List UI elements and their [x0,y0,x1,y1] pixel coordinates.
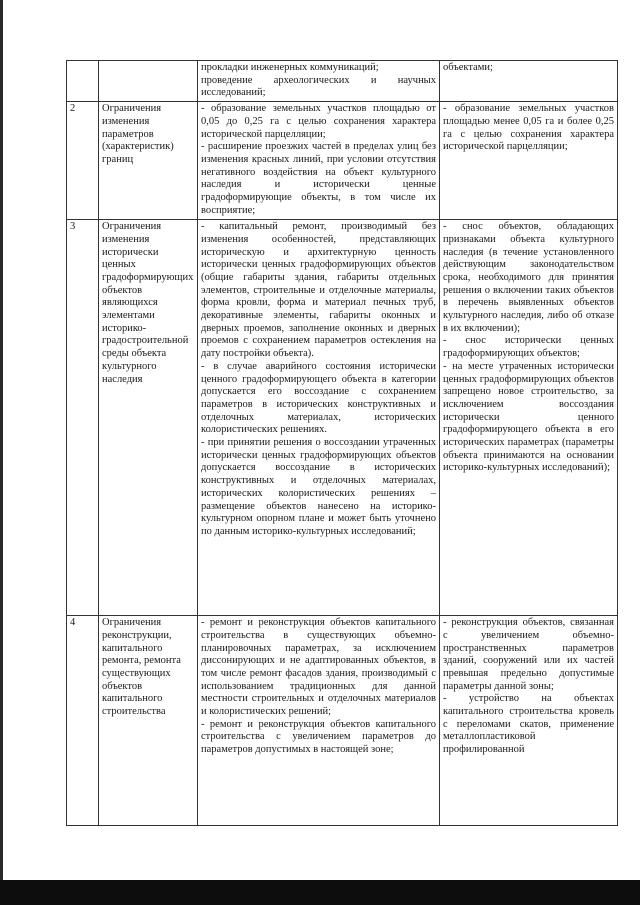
requirement-text: - капитальный ремонт, производимый без изменения особенностей, представляющих историческую и архитектурную ценность исторически ценных градоформирующих объектов (общие габариты здания, габариты отдельных элементов, строительные и отделочные материалы, форма кровли, форма и материал печных труб, декоративные элементы, габариты оконных и дверных проемов, заполнение оконных и дверных проемов с сохранением параметров остекления на дату постройки объекта). [201,221,436,360]
criterion-cell [99,616,198,826]
prohibitions-cell [440,220,618,616]
requirement-text: прокладки инженерных коммуникаций; [201,62,379,73]
requirements-cell [198,102,440,220]
criterion-cell [99,102,198,220]
table-row-2 [67,102,618,220]
row-number: 4 [67,616,99,826]
prohibitions-cell [440,616,618,826]
row-number [67,61,99,102]
prohibitions-cell [440,61,618,102]
criterion-text: Ограничения изменения параметров (характеристик) границ [102,103,174,165]
requirements-cell [198,220,440,616]
requirement-text: - образование земельных участков площадью от 0,05 до 0,25 га с целью сохранения характера исторической парцелляции; [201,103,436,140]
prohibition-text: - снос исторически ценных градоформирующих объектов; [443,335,614,360]
requirements-cell [198,61,440,102]
requirement-text: - ремонт и реконструкция объектов капитального строительства с увеличением параметров до параметров допустимых в настоящей зоне; [201,718,436,756]
table-row-4 [67,616,618,826]
criterion-text: Ограничения изменения исторически ценных градоформирующих объектов являющихся элементами историко-градостроительной среды объекта культурного наследия [102,221,194,385]
requirement-text: проведение археологических и научных исследований; [201,74,436,99]
row-number: 3 [67,220,99,616]
requirements-cell [198,616,440,826]
table-row-3 [67,220,618,616]
prohibition-text: - образование земельных участков площадью менее 0,05 га и более 0,25 га с целью сохранения характера исторической парцелляции; [443,103,614,153]
prohibition-text: - реконструкция объектов, связанная с увеличением объемно-пространственных параметров зданий, сооружений или их частей превышая предельно допустимые параметры данной зоны; [443,617,614,692]
prohibition-text: - на месте утраченных исторически ценных градоформирующих объектов запрещено новое строительство, за исключением воссоздания исторически ценного градоформирующего объекта в его исторических параметрах (параметры объекта принимаются на основании историко-культурных исследований); [443,360,614,474]
prohibitions-cell [440,102,618,220]
scan-left-edge [0,0,3,905]
requirement-text: - ремонт и реконструкция объектов капитального строительства в существующих объемно-планировочных параметрах, за исключением диссонирующих и не адаптированных объектов, в том числе ремонт фасадов здания, производимый с использованием традиционных для данной местности строительных и отделочных материалов и колористических решений; [201,617,436,718]
prohibition-text: - снос объектов, обладающих признаками объекта культурного наследия (в течение установленного действующим законодательством срока, необходимого для принятия решения о включении таких объектов в перечень выявленных объектов культурного наследия, либо об отказе в их включении); [443,221,614,334]
restrictions-table [66,60,618,826]
requirement-text: - в случае аварийного состояния исторически ценного градоформирующего объекта в категории допускается его воссоздание с сохранением параметров в исторических конструктивных и отделочных материалах, исторических колористических решениях. [201,360,436,436]
criterion-cell [99,61,198,102]
requirement-text: - при принятии решения о воссоздании утраченных исторически ценных градоформирующих объектов допускается воссоздание в исторических конструктивных и отделочных материалах, исторических колористических решениях – размещение объектов нанесено на историко-культурном опорном плане и может быть уточнено по данным историко-культурных исследований; [201,437,436,537]
table-row-continuation [67,61,618,102]
criterion-cell [99,220,198,616]
requirement-text: - расширение проезжих частей в пределах улиц без изменения красных линий, при условии отсутствия негативного воздействия на объект культурного наследия и исторически ценные градоформирующие объекты, в том числе их восприятие; [201,141,436,216]
criterion-text: Ограничения реконструкции, капитального ремонта, ремонта существующих объектов капитального строительства [102,617,181,718]
prohibition-text: объектами; [443,62,493,73]
prohibition-text: - устройство на объектах капитального строительства кровель с переломами скатов, применение металлопластиковой профилированной [443,693,614,756]
scan-bottom-band [0,880,640,905]
row-number: 2 [67,102,99,220]
